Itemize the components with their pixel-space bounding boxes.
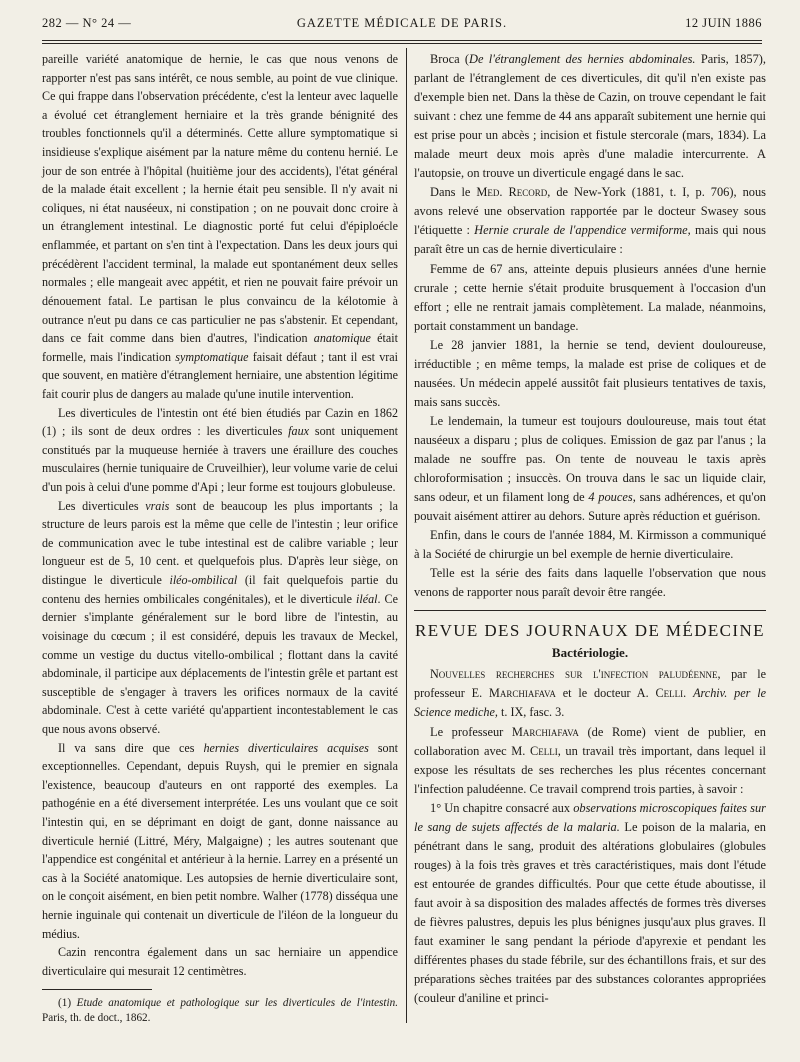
italic-text: observations microscopiques faites sur le sang de sujets affectés de la malaria.	[414, 800, 766, 834]
text: sont exceptionnelles. Cependant, depuis Ruysh, qui le premier en signala l'existence, beaucoup d'auteurs en ont rapporté des exemples. La pathogénie en a été diversement interprétée. Les uns voulant que ce soit l'intestin qui, en se déprimant en doigt de gant, donne naissance au diverticule hernié (Littré, Méry, Malgaigne) ; les autres soutenant que l'appendice est congénital et antérieur à la hernie. Larrey en a présenté un cas à la Société anatomique. Les autopsies de hernie diverticulaire sont, on le conçoit aisément, en bien petit nombre. Walher (1778) disséqua une hernie inguinale qui contenait un diverticule de l'iléon de la longueur du médius.	[42, 740, 398, 941]
text: (il fait quelquefois partie du contenu des hernies ombilicales congénitales), et le diverticule	[42, 573, 398, 606]
paragraph	[414, 50, 766, 183]
paragraph	[414, 799, 766, 1009]
right-column	[414, 50, 766, 1050]
footnote-number: (1)	[58, 997, 77, 1010]
text: (de Rome) vient de publier, en collaboration avec M.	[414, 724, 766, 758]
text: Dans le	[430, 185, 477, 200]
paragraph: Le 28 janvier 1881, la hernie se tend, devient douloureuse, irréductible ; en même temps, la malade est prise de coliques et de nausées. Un médecin appelé aussitôt fait plusieurs tentatives de taxis, mais sans succès.	[414, 337, 766, 409]
text: . Ce dernier s'implante généralement sur le bord libre de l'intestin, au voisinage du cœcum ; il est considéré, depuis les travaux de Meckel, comme un vestige du ductus vitello-ombilical ; flottant dans la cavité abdominale, il participe aux déplacements de l'intestin grêle et partant est susceptible de s'engager à travers les orifices normaux de la cavité abdominale. C'est à cette variété qu'appartient incontestablement le cas que nous avons observé.	[42, 591, 398, 736]
header-rule-double	[42, 43, 762, 44]
text: Le poison de la malaria, en pénétrant dans le sang, produit des altérations globulaires (globules rouges) à la fois très graves et très caractéristiques, mais dont l'étude est entourée de grandes difficultés. Pour que cette étude aboutisse, il faut avoir à sa disposition des malades affectés de formes très diverses de fièvres palustres, depuis les plus bénignes jusqu'aux plus graves. Il faut examiner le sang pendant la période d'apyrexie et pendant les différentes phases du stade fébrile, sur des échantillons frais, et sur des préparations sèches traitées par des substances colorantes appropriées (couleur d'aniline et princi-	[414, 819, 767, 1006]
page-number: 282 — N° 24 —	[42, 16, 132, 30]
text: pareille variété anatomique de hernie, le cas que nous venons de rapporter n'est pas sans intérêt, ce nous semble, au point de vue clinique. Ce qui frappe dans l'observation précédente, c'est la lenteur avec laquelle a évolué cet étranglement herniaire et la très grande bénignité des troubles fonctionnels qu'il a déterminés. Cette allure symptomatique si insidieuse s'explique aisément par la nature même du contenu hernié. Le jour de son entrée à l'hôpital (huitième jour des accidents), l'état général de la malade était excellent ; la hernie était peu sensible. Il n'y avait ni coliques, ni état nauséeux, ni constipation ; on ne pouvait donc croire à un étranglement intestinal. Le diagnostic porté fut celui d'épiploécle enflammée, et partant on s'en tint à l'expectation. Dans les deux jours qui précédèrent l'accident terminal, la malade eut spontanément deux selles normales ; elle mangeait avec appétit, et rien ne pouvait faire prévoir un dénouement fatal. Le partisan le plus convaincu de la kélotomie à outrance n'eut pu dans ce cas particulier ne pas s'abstenir. Et cependant, dans ce fait comme dans bien d'autres, l'indication	[42, 52, 398, 346]
text: t. IX, fasc. 3.	[497, 705, 565, 720]
italic-text: anatomique	[313, 331, 371, 346]
text: , sans adhérences, et qu'on pouvait aisément attirer au dehors. Suture après réduction et guérison.	[414, 490, 766, 524]
paragraph: Telle est la série des faits dans laquelle l'observation que nous venons de rapporter nous paraît devoir être rangée.	[414, 566, 766, 600]
italic-text: iléo-ombilical	[169, 573, 238, 588]
text: , un travail très important, dans lequel il expose les résultats de ses recherches les plus récentes concernant l'infection paludéenne. Ce travail comprend trois parties, à savoir :	[414, 743, 766, 796]
text: et le docteur A.	[555, 686, 656, 701]
paragraph	[414, 412, 766, 526]
text: par le professeur E.	[414, 667, 766, 701]
italic-text: 4 pouces	[588, 490, 633, 505]
text: mais qui nous paraît être un cas de hernie diverticulaire :	[414, 223, 766, 257]
text: sont uniquement constitués par la muqueuse herniée à travers une éraillure des couches musculaires (hernie tuniquaire de Cruveilhier), leur volume varie de celui d'un pois à celui d'une pomme d'Api ; leur forme est toujours globuleuse.	[42, 424, 398, 495]
paragraph: Cazin rencontra également dans un sac herniaire un appendice diverticulaire qui mesurait 12 centimètres.	[42, 945, 398, 978]
text: était formelle, mais l'indication	[42, 331, 398, 364]
column-separator	[406, 48, 407, 1023]
paragraph	[414, 723, 766, 799]
left-column	[42, 50, 398, 1050]
text: 1° Un chapitre consacré aux	[430, 800, 574, 815]
paragraph	[42, 739, 398, 944]
paragraph	[42, 50, 398, 404]
paragraph	[414, 183, 766, 259]
paragraph: Enfin, dans le cours de l'année 1884, M. Kirmisson a communiqué à la Société de chirurgie un bel exemple de hernie diverticulaire.	[414, 528, 766, 562]
section-rule	[414, 610, 766, 611]
text: Le professeur	[430, 724, 512, 739]
text: sont de beaucoup les plus importants ; la structure de leurs parois est la même que celle de l'intestin ; leur orifice de communication avec le tube intestinal est de calibre variable ; leur longueur est de 5, 10 cent. et quelquefois plus. D'après leur siège, on distingue le diverticule	[42, 498, 398, 588]
paragraph	[42, 497, 398, 739]
smallcaps-text: Celli	[529, 743, 558, 758]
text: .	[683, 686, 694, 701]
text: Paris, 1857), parlant de l'étranglement de ces diverticules, dit qu'il n'en existe pas d'exemple bien net. Dans la thèse de Cazin, on trouve cependant le fait suivant : chez une femme de 44 ans apparaît subitement une hernie qui est prise pour un abcès ; incision et fistule stercorale (mars, 1834). La malade meurt deux mois après d'une maladie intercurrente. A l'autopsie, on trouve un diverticule engagé dans le sac.	[414, 52, 766, 181]
section-subtitle: Bactériologie.	[551, 645, 629, 661]
text: Paris, th. de doct., 1862.	[42, 1012, 151, 1025]
header-rule	[42, 40, 762, 41]
journal-title: GAZETTE MÉDICALE DE PARIS.	[296, 16, 508, 30]
italic-text: Archiv. per le Science mediche,	[414, 686, 767, 720]
italic-text: hernies diverticulaires acquises	[203, 740, 369, 755]
page-header	[42, 14, 762, 36]
italic-text: Hernie crurale de l'appendice vermiforme,	[474, 223, 691, 238]
footnote	[42, 996, 398, 1026]
italic-text: iléal	[356, 591, 378, 606]
italic-text: symptomatique	[175, 349, 249, 364]
text: Il va sans dire que ces	[58, 740, 204, 755]
article-title	[414, 665, 766, 722]
smallcaps-text: Nouvelles recherches sur l'infection paludéenne,	[430, 667, 721, 682]
section-title: REVUE DES JOURNAUX DE MÉDECINE	[415, 621, 765, 641]
paragraph: Femme de 67 ans, atteinte depuis plusieurs années d'une hernie crurale ; cette hernie s'était produite brusquement à l'occasion d'un effort ; elle ne rentrait jamais complètement. La malade, néanmoins, portait constamment un bandage.	[414, 261, 766, 333]
footnote-rule	[42, 989, 152, 990]
smallcaps-text: Marchiafava	[489, 686, 556, 701]
text: , de New-York (1881, t. I, p. 706), nous avons relevé une observation rapportée par le docteur Swasey sous l'étiquette :	[414, 185, 766, 238]
issue-date: 12 JUIN 1886	[685, 16, 762, 30]
smallcaps-text: Celli	[655, 686, 684, 701]
smallcaps-text: Med. Record	[476, 185, 548, 200]
paragraph	[42, 404, 398, 497]
italic-text: Etude anatomique et pathologique sur les diverticules de l'intestin.	[76, 997, 398, 1010]
text: faisait défaut ; tant il est vrai que souvent, en matière d'étranglement herniaire, une abstention légitime fait courir plus de dangers au malade qu'une inutile intervention.	[42, 349, 398, 401]
smallcaps-text: Marchiafava	[511, 724, 579, 739]
text: Les diverticules de l'intestin ont été bien étudiés par Cazin en 1862 (1) ; ils sont de deux ordres : les diverticules	[42, 405, 398, 439]
italic-text: De l'étranglement des hernies abdominales.	[469, 52, 696, 66]
italic-text: faux	[288, 424, 309, 439]
text: Broca (	[430, 52, 470, 66]
italic-text: vrais	[145, 498, 170, 513]
text: Les diverticules	[58, 498, 146, 513]
text: Le lendemain, la tumeur est toujours douloureuse, mais tout état nauséeux a disparu ; plus de coliques. Emission de gaz par l'anus ; la malade ne souffre pas. On tente de nouveau le taxis après chloroformisation ; insuccès. On trouva dans le sac un liquide clair, sans odeur, et un filament long de	[414, 413, 766, 505]
